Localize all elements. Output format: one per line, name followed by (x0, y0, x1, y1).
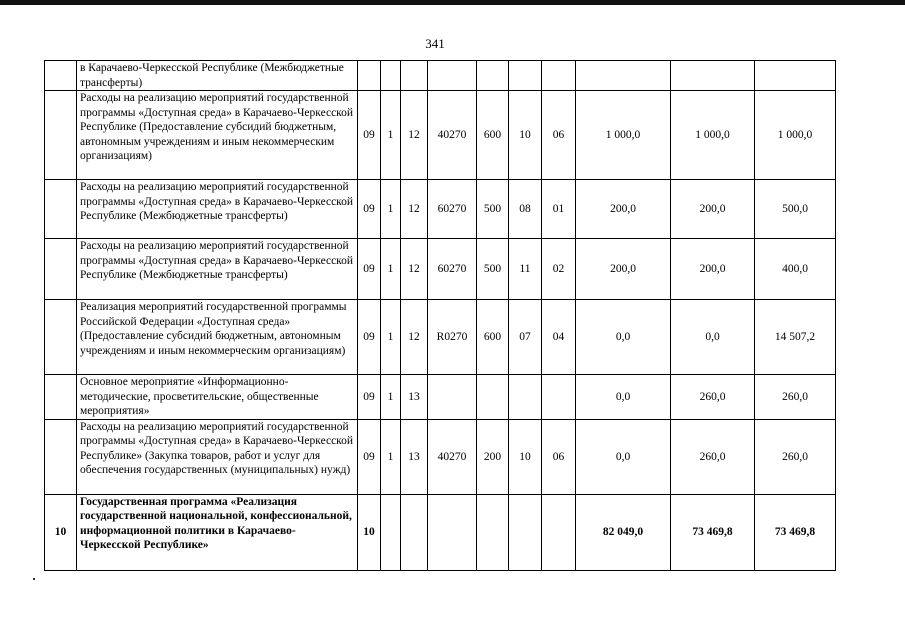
budget-table (44, 60, 836, 571)
code-cell: 12 (401, 91, 428, 180)
code-cell: 04 (542, 300, 576, 375)
amount-cell (576, 61, 671, 91)
amount-cell: 200,0 (576, 239, 671, 300)
code-cell: 1 (381, 419, 401, 494)
budget-table-body (45, 61, 836, 571)
row-description: Расходы на реализацию мероприятий государственной программы «Доступная среда» в Карачаево-Черкесской Республике (Предоставление субсидий бюджетным, автономным учреждениям и иным некоммерческим организациям) (77, 91, 358, 180)
row-number (45, 375, 77, 420)
amount-cell: 0,0 (576, 419, 671, 494)
code-cell: 1 (381, 239, 401, 300)
table-row-program-total (45, 494, 836, 570)
code-cell (401, 494, 428, 570)
code-cell: 200 (477, 419, 509, 494)
code-cell: 06 (542, 419, 576, 494)
code-cell: 500 (477, 180, 509, 239)
code-cell (358, 61, 381, 91)
code-cell: 06 (542, 91, 576, 180)
amount-cell (671, 61, 755, 91)
code-cell: 09 (358, 419, 381, 494)
amount-cell: 1 000,0 (576, 91, 671, 180)
code-cell: 10 (509, 419, 542, 494)
row-number (45, 180, 77, 239)
amount-cell: 200,0 (671, 239, 755, 300)
row-description: Реализация мероприятий государственной программы Российской Федерации «Доступная среда» (Предоставление субсидий бюджетным, автономным учреждениям и иным некоммерческим организациям) (77, 300, 358, 375)
code-cell: R0270 (428, 300, 477, 375)
row-description: Расходы на реализацию мероприятий государственной программы «Доступная среда» в Карачаево-Черкесской Республике (Межбюджетные трансферты) (77, 180, 358, 239)
code-cell: 1 (381, 300, 401, 375)
code-cell: 40270 (428, 419, 477, 494)
code-cell: 10 (358, 494, 381, 570)
code-cell (542, 61, 576, 91)
table-row (45, 239, 836, 300)
code-cell (542, 375, 576, 420)
code-cell: 13 (401, 419, 428, 494)
code-cell: 13 (401, 375, 428, 420)
code-cell: 09 (358, 239, 381, 300)
table-row (45, 180, 836, 239)
row-description: Основное мероприятие «Информационно-методические, просветительские, общественные мероприятия» (77, 375, 358, 420)
code-cell: 12 (401, 180, 428, 239)
code-cell (381, 494, 401, 570)
amount-cell: 400,0 (755, 239, 836, 300)
code-cell: 09 (358, 375, 381, 420)
table-row (45, 300, 836, 375)
code-cell: 10 (509, 91, 542, 180)
amount-cell (755, 61, 836, 91)
amount-cell: 500,0 (755, 180, 836, 239)
amount-cell: 82 049,0 (576, 494, 671, 570)
code-cell: 09 (358, 180, 381, 239)
row-number (45, 419, 77, 494)
code-cell (477, 494, 509, 570)
table-row (45, 61, 836, 91)
code-cell (428, 494, 477, 570)
row-description: Расходы на реализацию мероприятий государственной программы «Доступная среда» в Карачаево-Черкесской Республике» (Закупка товаров, работ и услуг для обеспечения государственных (муниципальных) нужд) (77, 419, 358, 494)
row-description: в Карачаево-Черкесской Республике (Межбюджетные трансферты) (77, 61, 358, 91)
code-cell: 09 (358, 300, 381, 375)
code-cell: 02 (542, 239, 576, 300)
amount-cell: 0,0 (671, 300, 755, 375)
table-row (45, 375, 836, 420)
code-cell: 1 (381, 91, 401, 180)
code-cell: 08 (509, 180, 542, 239)
code-cell: 40270 (428, 91, 477, 180)
code-cell: 01 (542, 180, 576, 239)
table-row (45, 91, 836, 180)
code-cell: 500 (477, 239, 509, 300)
code-cell (428, 375, 477, 420)
code-cell: 600 (477, 91, 509, 180)
scan-speck (33, 578, 35, 580)
amount-cell: 1 000,0 (755, 91, 836, 180)
code-cell (428, 61, 477, 91)
amount-cell: 1 000,0 (671, 91, 755, 180)
code-cell (509, 375, 542, 420)
code-cell (542, 494, 576, 570)
code-cell: 1 (381, 375, 401, 420)
row-number (45, 91, 77, 180)
row-description: Расходы на реализацию мероприятий государственной программы «Доступная среда» в Карачаево-Черкесской Республике (Межбюджетные трансферты) (77, 239, 358, 300)
code-cell (509, 61, 542, 91)
code-cell: 07 (509, 300, 542, 375)
row-number (45, 239, 77, 300)
page-number: 341 (425, 36, 445, 51)
row-number (45, 61, 77, 91)
row-number (45, 300, 77, 375)
row-description: Государственная программа «Реализация государственной национальной, конфессиональной, информационной политики в Карачаево-Черкесской Республике» (77, 494, 358, 570)
table-row (45, 419, 836, 494)
code-cell: 1 (381, 180, 401, 239)
code-cell (509, 494, 542, 570)
amount-cell: 73 469,8 (671, 494, 755, 570)
code-cell (381, 61, 401, 91)
code-cell: 12 (401, 239, 428, 300)
amount-cell: 200,0 (671, 180, 755, 239)
amount-cell: 260,0 (671, 375, 755, 420)
code-cell: 12 (401, 300, 428, 375)
amount-cell: 73 469,8 (755, 494, 836, 570)
code-cell: 09 (358, 91, 381, 180)
amount-cell: 0,0 (576, 375, 671, 420)
amount-cell: 0,0 (576, 300, 671, 375)
amount-cell: 260,0 (755, 375, 836, 420)
amount-cell: 14 507,2 (755, 300, 836, 375)
code-cell: 11 (509, 239, 542, 300)
amount-cell: 260,0 (671, 419, 755, 494)
amount-cell: 200,0 (576, 180, 671, 239)
scan-top-edge (0, 0, 905, 5)
code-cell (477, 61, 509, 91)
row-number: 10 (45, 494, 77, 570)
amount-cell: 260,0 (755, 419, 836, 494)
code-cell (477, 375, 509, 420)
code-cell: 600 (477, 300, 509, 375)
code-cell: 60270 (428, 239, 477, 300)
code-cell: 60270 (428, 180, 477, 239)
code-cell (401, 61, 428, 91)
